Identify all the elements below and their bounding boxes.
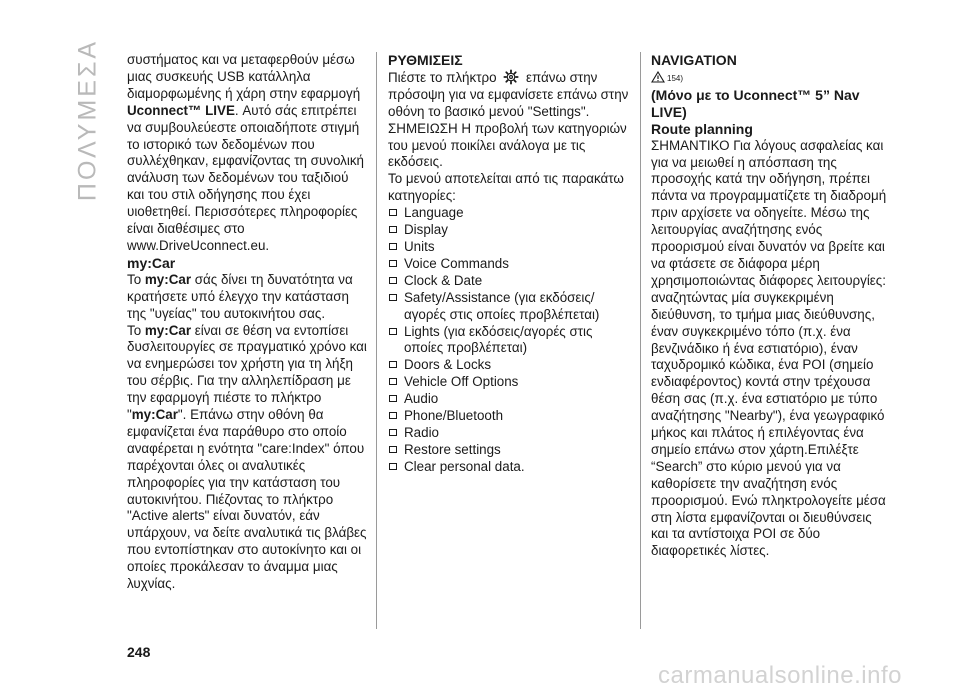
route-planning-heading: Route planning bbox=[651, 120, 753, 137]
checkbox-bullet-icon bbox=[389, 463, 397, 470]
list-item bbox=[388, 324, 634, 358]
list-item-label: Phone/Bluetooth bbox=[404, 408, 504, 424]
list-item-label: Audio bbox=[404, 391, 439, 407]
column-2 bbox=[388, 52, 634, 476]
checkbox-bullet-icon bbox=[389, 361, 397, 368]
warning-triangle-icon bbox=[651, 71, 665, 83]
list-item bbox=[388, 239, 634, 256]
checkbox-bullet-icon bbox=[389, 209, 397, 216]
settings-category-list bbox=[388, 205, 634, 476]
mycar-paragraph-1 bbox=[127, 272, 367, 323]
list-item-label: Vehicle Off Options bbox=[404, 374, 519, 390]
watermark: carmanualsonline.info bbox=[658, 662, 902, 689]
list-item-label: Clock & Date bbox=[404, 272, 483, 288]
column-1 bbox=[127, 52, 367, 593]
list-item-label: Restore settings bbox=[404, 441, 501, 457]
settings-p1-b: επάνω στην πρόσοψη για να εμφανίσετε επάνω στην οθόνη το βασικό μενού "Settings". bbox=[388, 69, 629, 119]
mycar-paragraph-2 bbox=[127, 323, 367, 594]
checkbox-bullet-icon bbox=[389, 277, 397, 284]
list-item bbox=[388, 357, 634, 374]
list-item bbox=[388, 273, 634, 290]
checkbox-bullet-icon bbox=[389, 395, 397, 402]
list-item-label: Language bbox=[404, 205, 464, 221]
intro-app-name: Uconnect™ LIVE bbox=[127, 102, 235, 118]
column-3 bbox=[651, 52, 891, 560]
mycar-p2-d: my:Car bbox=[131, 407, 178, 423]
checkbox-bullet-icon bbox=[389, 412, 397, 419]
mycar-p2-e: ". Επάνω στην οθόνη θα εμφανίζεται ένα παράθυρο στο οποίο αναφέρεται η ενότητα "care:Index" όπου παρέχονται όλες οι αναλυτικές πληροφορίες για την κατάσταση του αυτοκινήτου. Πιέζοντας το πλήκτρο "Active alerts" είναι δυνατόν, εάν υπάρχουν, να δείτε αναλυτικά τις βλάβες που εντοπίστηκαν στο αυτοκίνητο και οι οποίες προκάλεσαν το άναμμα μιας λυχνίας. bbox=[127, 407, 367, 592]
list-item bbox=[388, 425, 634, 442]
checkbox-bullet-icon bbox=[389, 378, 397, 385]
route-planning-body: ΣΗΜΑΝΤΙΚΟ Για λόγους ασφαλείας και για να μειωθεί η απόσπαση της προσοχής κατά την οδήγηση, πρέπει πάντα να προγραμματίζετε τη διαδρομή πριν αρχίσετε να οδηγείτε. Μέσω της λειτουργίας αναζήτησης ενός προορισμού είναι δυνατόν να βρείτε και να φτάσετε σε διάφορα μέρη χρησιμοποιώντας διάφορες λειτουργίες: αναζητώντας μία συγκεκριμένη διεύθυνση, το τμήμα μιας διεύθυνσης, έναν συγκεκριμένο τόπο (π.χ. ένα βενζινάδικο ή ένα εστιατόριο), έναν ταχυδρομικό κώδικα, ένα POI (σημείο ενδιαφέροντος) κοντά στην τρέχουσα θέση σας (π.χ. ένα εστιατόριο με τύπο αναζήτησης "Nearby"), ένα γεωγραφικό μήκος και πλάτος ή επιλέγοντας ένα σημείο επάνω στον χάρτη.Επιλέξτε “Search” στο κύριο μενού για να καθορίσετε την αναζήτηση ενός προορισμού. Ενώ πληκτρολογείτε μέσα στη λίστα εμφανίζονται οι διευθύνσεις και τα αντίστοιχα POI σε δύο διαφορετικές λίστες. bbox=[651, 137, 887, 559]
mycar-p1-b: my:Car bbox=[144, 271, 192, 287]
list-item bbox=[388, 374, 634, 391]
column-divider-2 bbox=[640, 52, 641, 629]
checkbox-bullet-icon bbox=[389, 328, 397, 335]
checkbox-bullet-icon bbox=[389, 260, 397, 267]
settings-p1-a: Πιέστε το πλήκτρο bbox=[388, 69, 497, 85]
list-item bbox=[388, 459, 634, 476]
settings-gear-icon bbox=[502, 69, 520, 85]
warning-reference bbox=[651, 71, 891, 86]
navigation-heading: NAVIGATION bbox=[651, 52, 737, 68]
settings-paragraph-1 bbox=[388, 69, 634, 121]
mycar-heading: my:Car bbox=[127, 254, 176, 271]
list-item bbox=[388, 391, 634, 408]
intro-paragraph bbox=[127, 52, 367, 255]
mycar-p1-a: Το bbox=[127, 271, 142, 287]
mycar-p2-c: είναι σε θέση να εντοπίσει δυσλειτουργίες σε πραγματικό χρόνο και να ενημερώσει τον χρήστη για τη λήξη του σέρβις. Για την αλληλεπίδραση με την εφαρμογή πιέστε το πλήκτρο " bbox=[127, 322, 367, 423]
list-item bbox=[388, 205, 634, 222]
list-item-label: Lights (για εκδόσεις/αγορές στις οποίες προβλέπεται) bbox=[404, 323, 593, 356]
list-item bbox=[388, 442, 634, 459]
list-item-label: Safety/Assistance (για εκδόσεις/αγορές στις οποίες προβλέπεται) bbox=[404, 289, 600, 322]
intro-text-a: συστήματος και να μεταφερθούν μέσω μιας συσκευής USB κατάλληλα διαμορφωμένης ή χάρη στην εφαρμογή bbox=[127, 52, 361, 101]
section-title bbox=[68, 40, 108, 200]
settings-paragraph-2: Το μενού αποτελείται από τις παρακάτω κατηγορίες: bbox=[388, 171, 624, 204]
column-divider-1 bbox=[376, 52, 377, 629]
checkbox-bullet-icon bbox=[389, 446, 397, 453]
mycar-p2-b: my:Car bbox=[144, 322, 192, 338]
checkbox-bullet-icon bbox=[389, 294, 397, 301]
warning-ref-number: 154) bbox=[667, 73, 684, 83]
list-item bbox=[388, 256, 634, 273]
section-title-text: ΠΟΛΥΜΕΣΑ bbox=[73, 38, 102, 202]
settings-heading: ΡΥΘΜΙΣΕΙΣ bbox=[388, 52, 463, 68]
list-item-label: Radio bbox=[404, 424, 439, 440]
checkbox-bullet-icon bbox=[389, 226, 397, 233]
list-item bbox=[388, 408, 634, 425]
list-item-label: Voice Commands bbox=[404, 255, 509, 271]
mycar-p2-a: Το bbox=[127, 322, 142, 338]
list-item-label: Display bbox=[404, 222, 448, 238]
settings-note: ΣΗΜΕΙΩΣΗ Η προβολή των κατηγοριών του μενού ποικίλει ανάλογα με τις εκδόσεις. bbox=[388, 120, 627, 170]
checkbox-bullet-icon bbox=[389, 429, 397, 436]
list-item-label: Clear personal data. bbox=[404, 458, 525, 474]
list-item bbox=[388, 222, 634, 239]
checkbox-bullet-icon bbox=[389, 243, 397, 250]
list-item-label: Doors & Locks bbox=[404, 357, 492, 373]
navigation-subheading: (Μόνο με το Uconnect™ 5” Nav LIVE) bbox=[651, 86, 860, 120]
list-item-label: Units bbox=[404, 238, 435, 254]
intro-text-b: . Αυτό σάς επιτρέπει να συμβουλεύεστε οποιαδήποτε στιγμή το ιστορικό των δεδομένων που συλλέχθηκαν, εμφανίζοντας τη συνολική ανάλυση των δεδομένων του ταξιδιού και του στιλ οδήγησης που έχει υιοθετηθεί. Περισσότερες πληροφορίες είναι διαθέσιμες στο www.DriveUconnect.eu. bbox=[127, 102, 364, 253]
list-item bbox=[388, 290, 634, 324]
page-number: 248 bbox=[127, 644, 151, 660]
mycar-p1-c: σάς δίνει τη δυνατότητα να κρατήσετε υπό έλεγχο την κατάσταση της "υγείας" του αυτοκινήτου σας. bbox=[127, 271, 353, 321]
